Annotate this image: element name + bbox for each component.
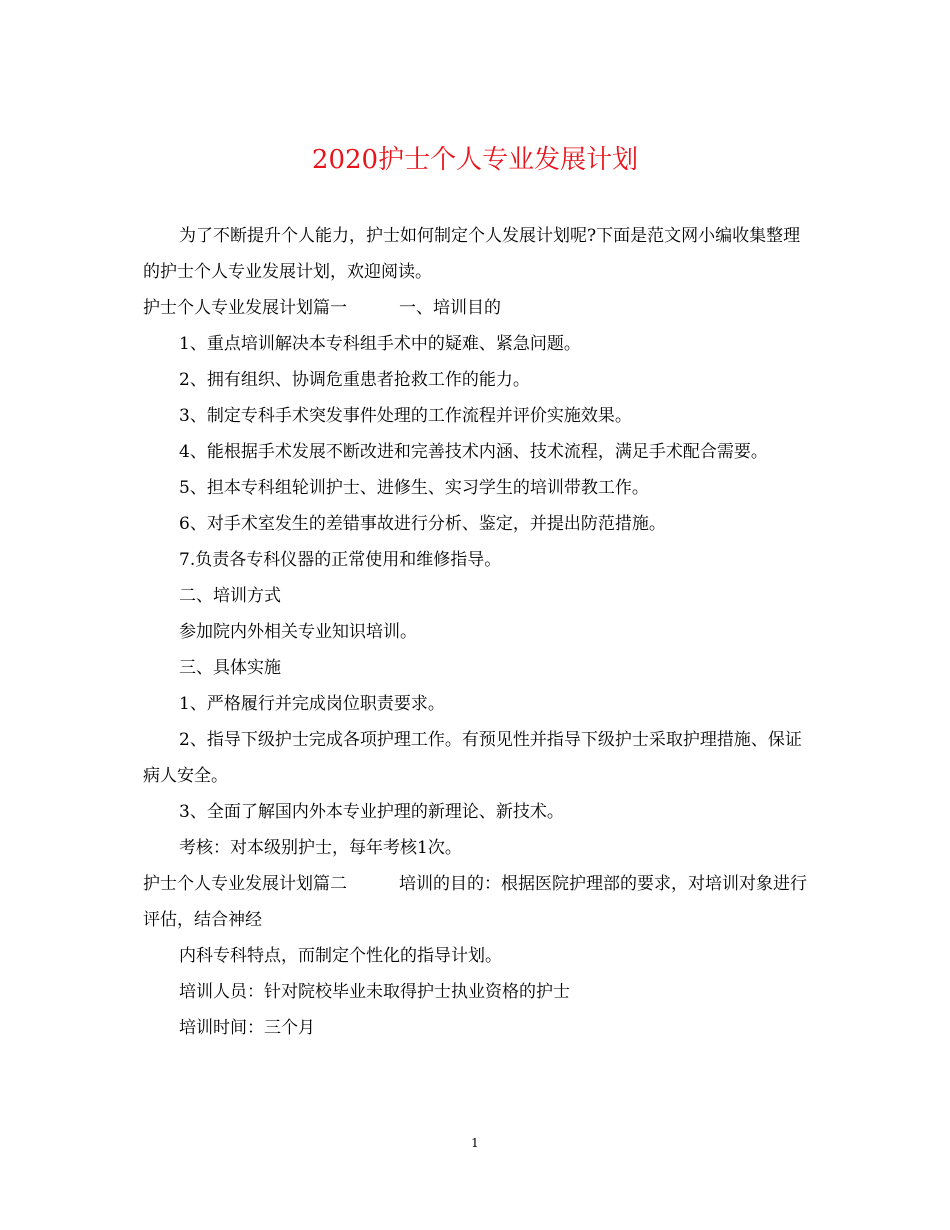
page-number: 1	[471, 1136, 479, 1150]
list-item: 培训人员：针对院校毕业未取得护士执业资格的护士	[179, 982, 570, 1002]
list-item: 1、严格履行并完成岗位职责要求。	[179, 694, 445, 714]
document-title: 2020护士个人专业发展计划	[311, 145, 639, 175]
section1-subheading: 一、培训目的	[399, 298, 501, 318]
list-item: 培训时间：三个月	[179, 1018, 315, 1038]
document-body	[143, 218, 811, 1046]
list-item: 内科专科特点，而制定个性化的指导计划。	[179, 946, 502, 966]
list-item: 2、指导下级护士完成各项护理工作。有预见性并指导下级护士采取护理措施、保证病人安全。	[143, 730, 802, 786]
list-item: 7.负责各专科仪器的正常使用和维修指导。	[179, 550, 502, 570]
section1-heading-line	[143, 290, 811, 326]
list-item: 2、拥有组织、协调危重患者抢救工作的能力。	[179, 370, 530, 390]
list-item: 参加院内外相关专业知识培训。	[179, 622, 417, 642]
list-item: 3、制定专科手术突发事件处理的工作流程并评价实施效果。	[179, 406, 632, 426]
section2-heading-line	[143, 866, 811, 938]
list-item: 3、全面了解国内外本专业护理的新理论、新技术。	[179, 802, 564, 822]
list-item: 6、对手术室发生的差错事故进行分析、鉴定，并提出防范措施。	[179, 514, 666, 534]
list-item: 1、重点培训解决本专科组手术中的疑难、紧急问题。	[179, 334, 581, 354]
assessment-line: 考核：对本级别护士，每年考核1次。	[179, 838, 462, 858]
list-item: 4、能根据手术发展不断改进和完善技术内涵、技术流程，满足手术配合需要。	[179, 442, 768, 462]
list-item: 5、担本专科组轮训护士、进修生、实习学生的培训带教工作。	[179, 478, 649, 498]
section2-heading: 护士个人专业发展计划篇二	[143, 874, 347, 894]
subheading: 三、具体实施	[179, 658, 281, 678]
section1-heading: 护士个人专业发展计划篇一	[143, 298, 347, 318]
section2-text: 培训的目的：根据医院护理部的要求，对培训对象进行评估，结合神经	[143, 874, 807, 930]
intro-paragraph: 为了不断提升个人能力，护士如何制定个人发展计划呢?下面是范文网小编收集整理的护士个人专业发展计划，欢迎阅读。	[143, 226, 801, 282]
subheading: 二、培训方式	[179, 586, 281, 606]
